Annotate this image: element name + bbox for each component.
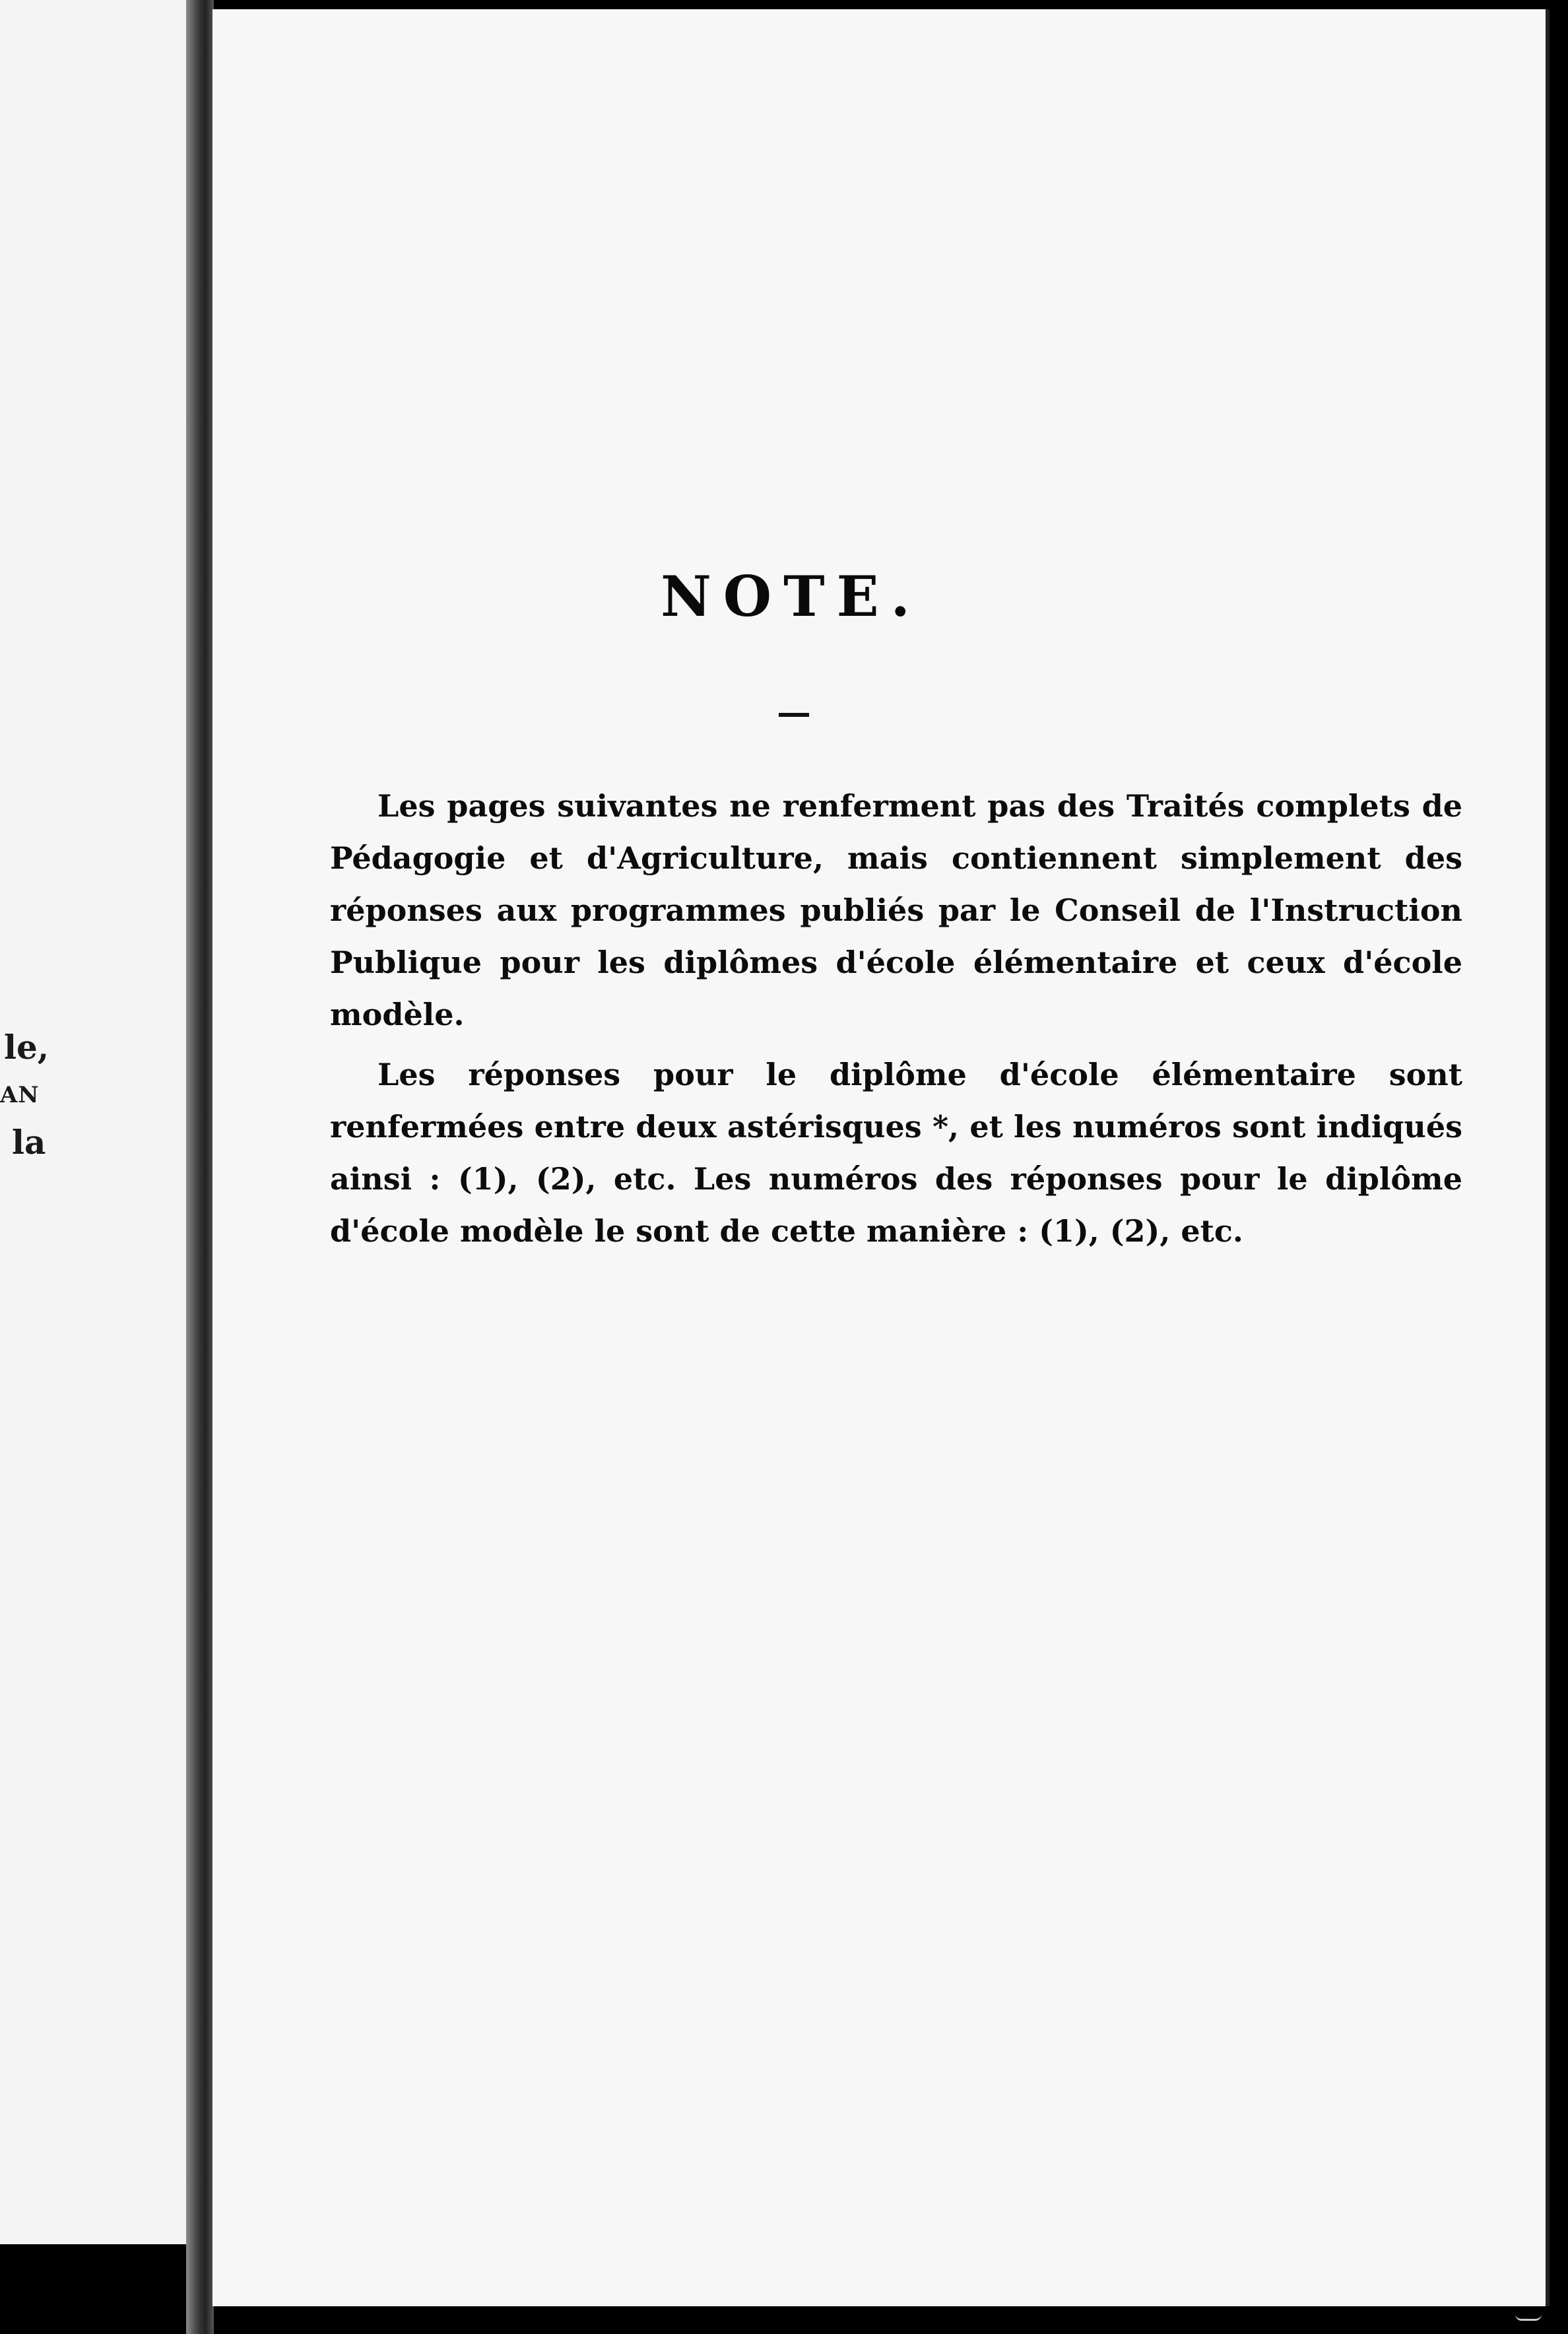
note-body [330,780,1462,1265]
title-divider [779,713,809,717]
facing-text-fragment: le, [4,1028,49,1067]
facing-text-fragment: la [12,1123,46,1162]
note-paragraph-2: Les réponses pour le diplôme d'école élémentaire sont renfermées entre deux astérisques *, et les numéros sont indiqués ainsi : (1), (2), etc. Les numéros des réponses pour le diplôme d'école modèle le sont de cette manière : (1), (2), etc. [330,1057,1462,1249]
note-paragraph-1: Les pages suivantes ne renferment pas des Traités complets de Pédagogie et d'Agriculture, mais contiennent simplement des réponses aux programmes publiés par le Conseil de l'Instruction Publique pour les diplômes d'école élémentaire et ceux d'école modèle. [330,788,1462,1032]
main-page [212,9,1550,2306]
book-gutter [186,0,214,2334]
scan-corner-mark [1515,2312,1542,2321]
facing-page [0,0,189,2244]
page-title: NOTE. [661,564,922,629]
facing-text-fragment: AN [0,1082,40,1108]
